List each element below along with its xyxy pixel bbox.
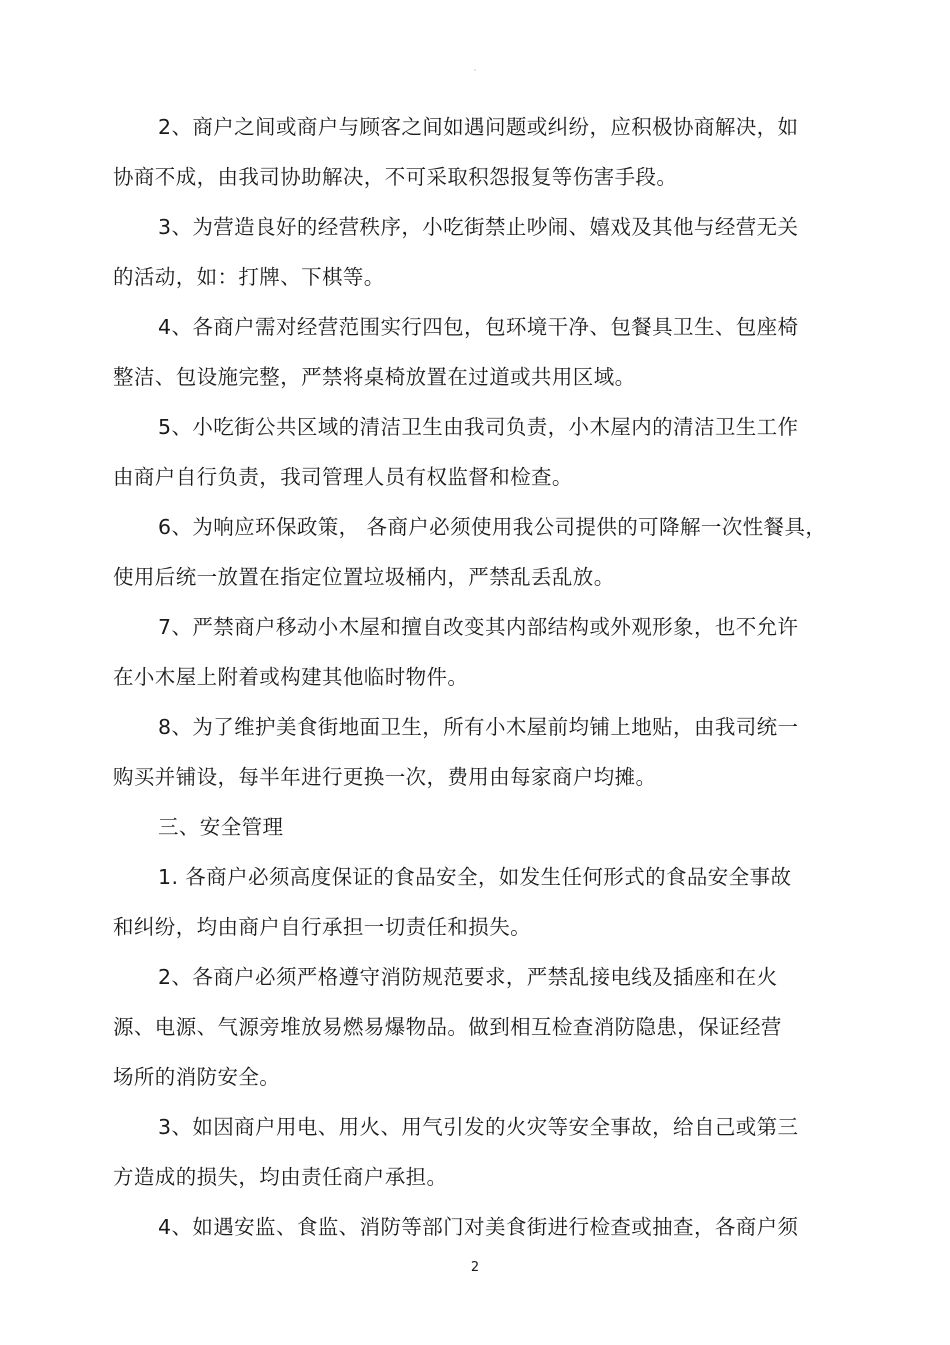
text-line: 3、为营造良好的经营秩序，小吃街禁止吵闹、嬉戏及其他与经营无关 [158,215,799,239]
text-line: 2、商户之间或商户与顾客之间如遇问题或纠纷，应积极协商解决，如 [158,115,799,139]
text-line: 购买并铺设，每半年进行更换一次，费用由每家商户均摊。 [113,765,657,789]
text-line: 的活动，如：打牌、下棋等。 [113,265,385,289]
text-line: 源、电源、气源旁堆放易燃易爆物品。做到相互检查消防隐患，保证经营 [113,1015,782,1039]
text-line: 8、为了维护美食街地面卫生，所有小木屋前均铺上地贴，由我司统一 [158,715,799,739]
text-line: 3、如因商户用电、用火、用气引发的火灾等安全事故，给自己或第三 [158,1115,799,1139]
text-line: 和纠纷，均由商户自行承担一切责任和损失。 [113,915,531,939]
text-line: 1. 各商户必须高度保证的食品安全，如发生任何形式的食品安全事故 [158,865,792,889]
header-mark: · [473,66,477,75]
text-line: 4、各商户需对经营范围实行四包，包环境干净、包餐具卫生、包座椅 [158,315,799,339]
text-line: 方造成的损失，均由责任商户承担。 [113,1165,448,1189]
text-line: 在小木屋上附着或构建其他临时物件。 [113,665,469,689]
text-line: 使用后统一放置在指定位置垃圾桶内，严禁乱丢乱放。 [113,565,615,589]
text-line: 整洁、包设施完整，严禁将桌椅放置在过道或共用区域。 [113,365,636,389]
text-line: 由商户自行负责，我司管理人员有权监督和检查。 [113,465,573,489]
page-number: 2 [470,1260,480,1275]
text-line: 6、为响应环保政策， 各商户必须使用我公司提供的可降解一次性餐具， [158,515,827,539]
text-line: 2、各商户必须严格遵守消防规范要求，严禁乱接电线及插座和在火 [158,965,778,989]
text-line: 4、如遇安监、食监、消防等部门对美食街进行检查或抽查，各商户须 [158,1215,799,1239]
section-heading: 三、安全管理 [158,815,284,839]
text-line: 5、小吃街公共区域的清洁卫生由我司负责，小木屋内的清洁卫生工作 [158,415,799,439]
text-line: 7、严禁商户移动小木屋和擅自改变其内部结构或外观形象，也不允许 [158,615,799,639]
text-line: 协商不成，由我司协助解决，不可采取积怨报复等伤害手段。 [113,165,678,189]
text-line: 场所的消防安全。 [113,1065,281,1089]
